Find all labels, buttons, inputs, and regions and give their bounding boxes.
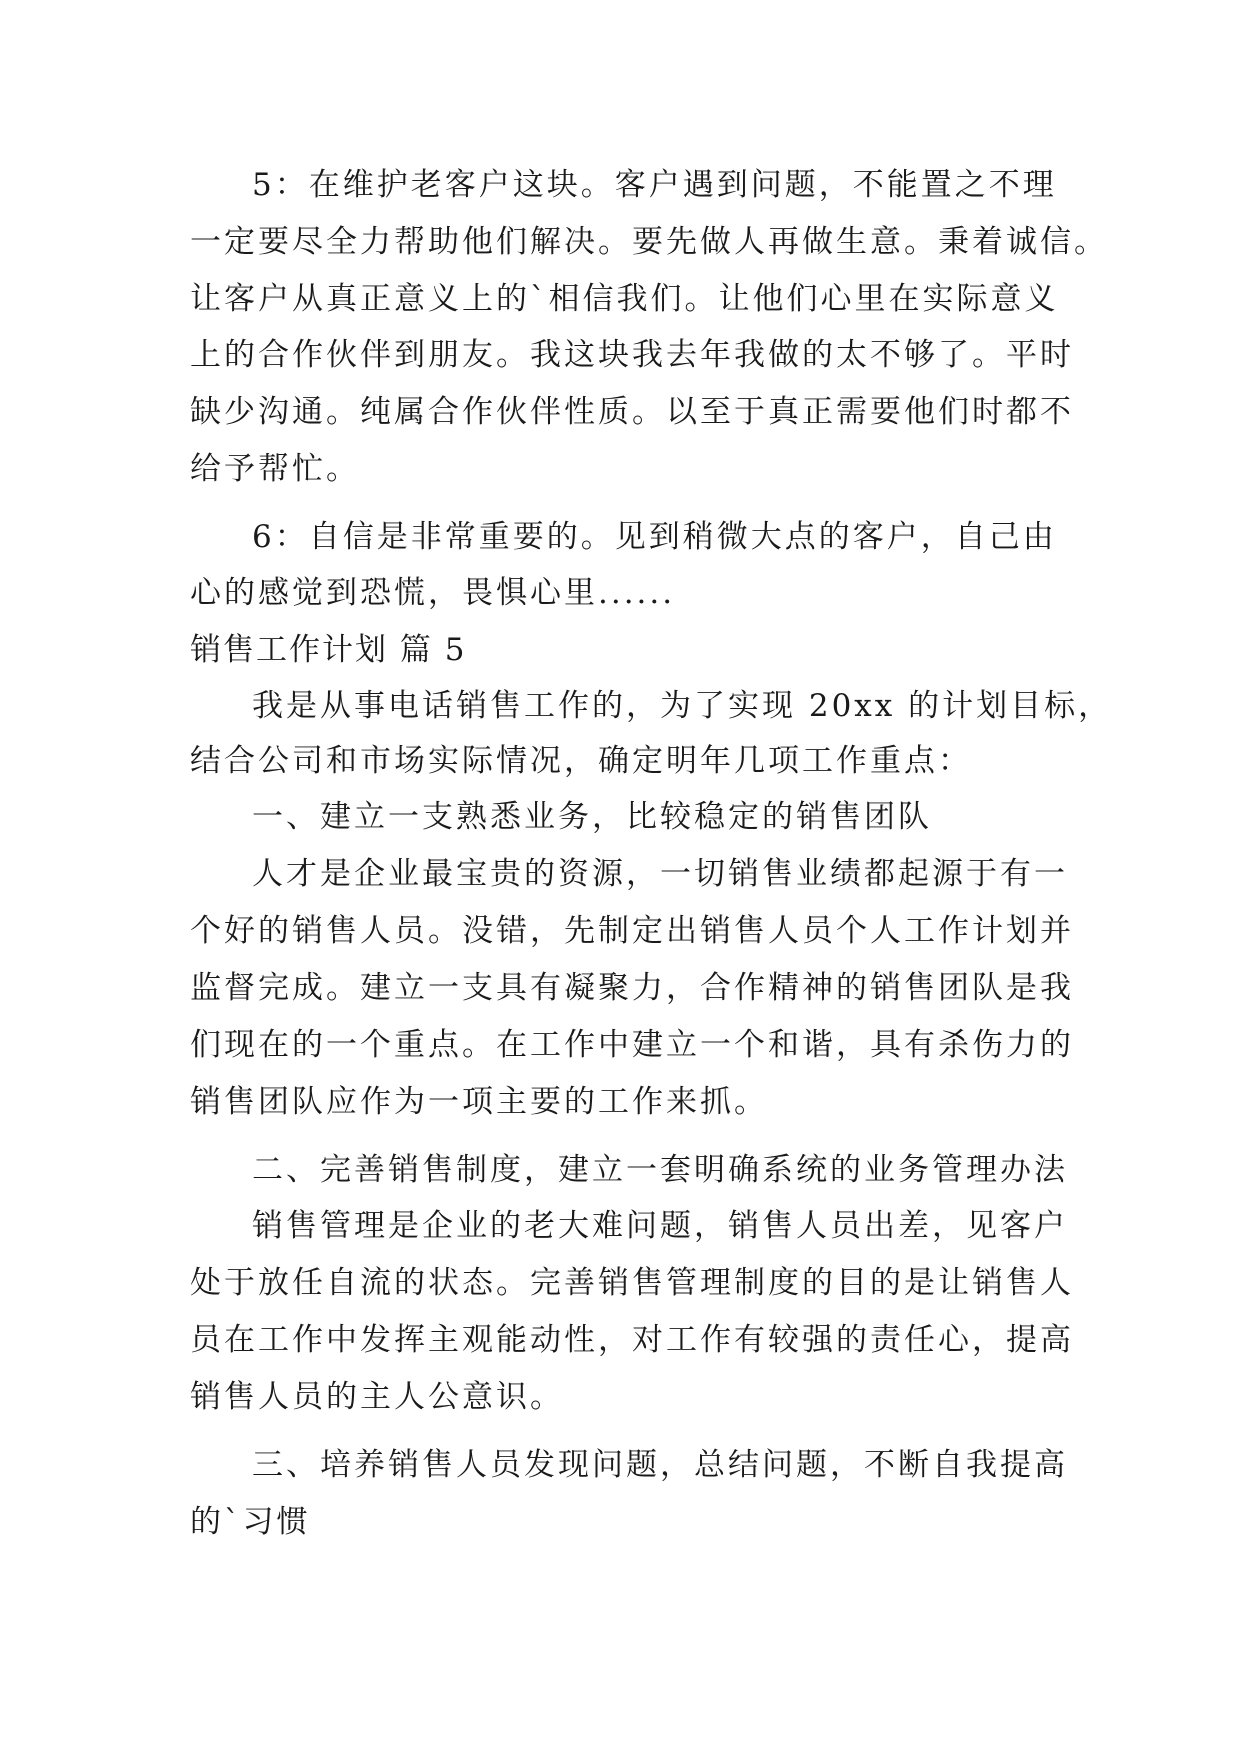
point-3-title-line-2: 的`习惯: [190, 1504, 311, 1540]
section-heading: 销售工作计划 篇 5: [190, 632, 467, 668]
point-2-body-line-3: 员在工作中发挥主观能动性，对工作有较强的责任心，提高: [190, 1322, 1074, 1358]
paragraph-6-line-2: 心的感觉到恐慌，畏惧心里......: [190, 575, 676, 611]
point-2-body-line-2: 处于放任自流的状态。完善销售管理制度的目的是让销售人: [190, 1265, 1074, 1301]
point-1-body-line-2: 个好的销售人员。没错，先制定出销售人员个人工作计划并: [190, 913, 1074, 949]
point-1-body-line-5: 销售团队应作为一项主要的工作来抓。: [190, 1084, 768, 1120]
point-1-body-line-1: 人才是企业最宝贵的资源，一切销售业绩都起源于有一: [252, 856, 1068, 892]
intro-line-2: 结合公司和市场实际情况，确定明年几项工作重点：: [190, 743, 972, 779]
intro-line-1: 我是从事电话销售工作的，为了实现 20xx 的计划目标，: [252, 688, 1113, 724]
point-3-title-line-1: 三、培养销售人员发现问题，总结问题，不断自我提高: [252, 1447, 1068, 1483]
paragraph-5-line-1: 5：在维护老客户这块。客户遇到问题，不能置之不理: [252, 167, 1057, 203]
paragraph-5-line-4: 上的合作伙伴到朋友。我这块我去年我做的太不够了。平时: [190, 337, 1074, 373]
point-2-title: 二、完善销售制度，建立一套明确系统的业务管理办法: [252, 1152, 1068, 1188]
paragraph-5-line-2: 一定要尽全力帮助他们解决。要先做人再做生意。秉着诚信。: [190, 224, 1108, 260]
point-2-body-line-4: 销售人员的主人公意识。: [190, 1379, 564, 1415]
point-1-body-line-4: 们现在的一个重点。在工作中建立一个和谐，具有杀伤力的: [190, 1027, 1074, 1063]
paragraph-5-line-3: 让客户从真正意义上的`相信我们。让他们心里在实际意义: [190, 281, 1059, 317]
point-1-body-line-3: 监督完成。建立一支具有凝聚力，合作精神的销售团队是我: [190, 970, 1074, 1006]
point-1-title: 一、建立一支熟悉业务，比较稳定的销售团队: [252, 799, 932, 835]
paragraph-5-line-5: 缺少沟通。纯属合作伙伴性质。以至于真正需要他们时都不: [190, 394, 1074, 430]
point-2-body-line-1: 销售管理是企业的老大难问题，销售人员出差，见客户: [252, 1208, 1068, 1244]
paragraph-5-line-6: 给予帮忙。: [190, 451, 360, 487]
paragraph-6-line-1: 6：自信是非常重要的。见到稍微大点的客户，自己由: [252, 519, 1057, 555]
